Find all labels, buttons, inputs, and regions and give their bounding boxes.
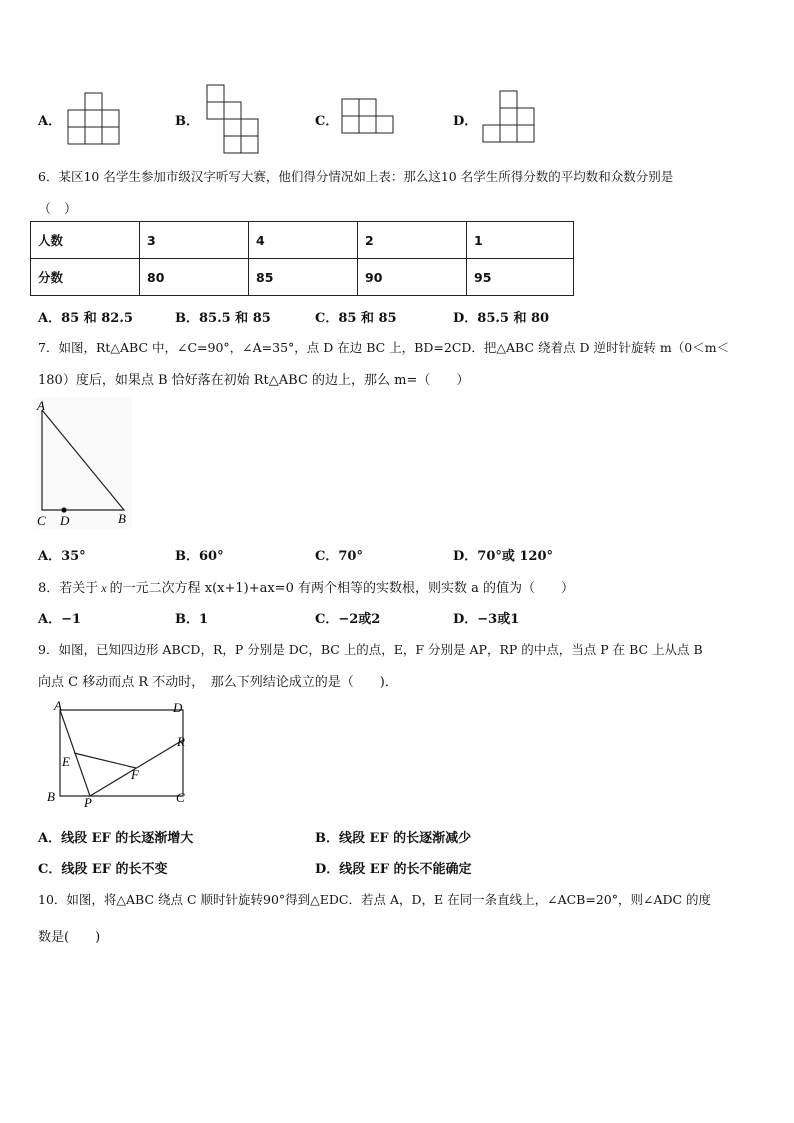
label-r: R [177, 734, 185, 749]
q5-option-d-label: D． [453, 114, 478, 129]
q7-option-d: D．70°或 120° [453, 549, 554, 564]
q8-text-prefix: 8．若关于 [38, 581, 99, 596]
q9-option-d: D．线段 EF 的长不能确定 [315, 862, 472, 877]
q8-option-a: A．−1 [38, 612, 82, 627]
label-a: A [54, 698, 62, 713]
q6-option-c: C．85 和 85 [315, 311, 397, 326]
label-p: P [84, 795, 92, 810]
q8-option-b: B．1 [175, 612, 209, 627]
q9-option-c: C．线段 EF 的长不变 [38, 862, 168, 877]
label-f: F [131, 767, 139, 782]
table-cell: 80 [140, 259, 249, 296]
q10-text-line1: 10．如图，将△ABC 绕点 C 顺时针旋转90°得到△EDC．若点 A，D，E 在同一条直线上，∠ACB=20°，则∠ADC 的度 [38, 892, 712, 907]
q6-score-table [30, 221, 574, 296]
q10-text-line2: 数是( ) [38, 930, 101, 945]
table-row [31, 222, 574, 259]
q5-option-a-figure [68, 92, 122, 146]
q6-text-line2: （ ） [38, 202, 78, 217]
q5-option-a-label: A． [38, 114, 62, 129]
point-d-dot [61, 507, 66, 512]
table-cell: 4 [249, 222, 358, 259]
label-b: B [47, 789, 55, 804]
q9-text-line2: 向点 C 移动而点 R 不动时， 那么下列结论成立的是（ )． [38, 675, 398, 690]
table-cell: 90 [358, 259, 467, 296]
q8-text [38, 577, 574, 596]
q9-quadrilateral-figure [44, 698, 194, 810]
label-d: D [173, 700, 183, 715]
label-c: C [37, 513, 46, 528]
q7-text-line1: 7．如图，Rt△ABC 中，∠C=90°，∠A=35°，点 D 在边 BC 上，BD=2CD．把△ABC 绕着点 D 逆时针旋转 m（0＜m＜ [38, 340, 730, 355]
table-cell: 3 [140, 222, 249, 259]
q6-option-a: A．85 和 82.5 [38, 311, 133, 326]
label-d: D [60, 513, 70, 528]
q7-triangle-figure [34, 398, 134, 530]
q5-option-b-figure [207, 85, 261, 155]
label-c: C [176, 790, 185, 805]
q5-option-d-figure [483, 91, 537, 145]
table-cell: 人数 [31, 222, 140, 259]
q5-option-c-label: C． [315, 114, 339, 129]
table-cell: 分数 [31, 259, 140, 296]
label-b: B [118, 511, 126, 526]
q9-option-b: B．线段 EF 的长逐渐减少 [315, 831, 472, 846]
q6-text-line1: 6．某区10 名学生参加市级汉字听写大赛，他们得分情况如上表：那么这10 名学生所得分数的平均数和众数分别是 [38, 169, 674, 184]
q9-text-line1: 9．如图，已知四边形 ABCD，R，P 分别是 DC，BC 上的点，E，F 分别是 AP，RP 的中点，当点 P 在 BC 上从点 B [38, 642, 703, 657]
table-cell: 95 [467, 259, 574, 296]
label-a: A [37, 398, 45, 413]
q9-option-a: A．线段 EF 的长逐渐增大 [38, 831, 194, 846]
table-cell: 85 [249, 259, 358, 296]
q7-option-a: A．35° [38, 549, 86, 564]
q7-option-c: C．70° [315, 549, 363, 564]
q7-option-b: B．60° [175, 549, 224, 564]
q5-option-c-figure [342, 99, 396, 137]
q8-variable-x: x [101, 581, 107, 595]
q6-option-d: D．85.5 和 80 [453, 311, 550, 326]
q8-option-c: C．−2或2 [315, 612, 381, 627]
table-cell: 2 [358, 222, 467, 259]
q6-option-b: B．85.5 和 85 [175, 311, 271, 326]
table-cell: 1 [467, 222, 574, 259]
q7-text-line2: 180）度后，如果点 B 恰好落在初始 Rt△ABC 的边上，那么 m=（ ） [38, 373, 470, 388]
q5-option-b-label: B． [175, 114, 199, 129]
q8-text-suffix: 的一元二次方程 x(x+1)+ax=0 有两个相等的实数根，则实数 a 的值为（ ） [109, 581, 574, 596]
label-e: E [62, 754, 70, 769]
q8-option-d: D．−3或1 [453, 612, 520, 627]
table-row [31, 259, 574, 296]
